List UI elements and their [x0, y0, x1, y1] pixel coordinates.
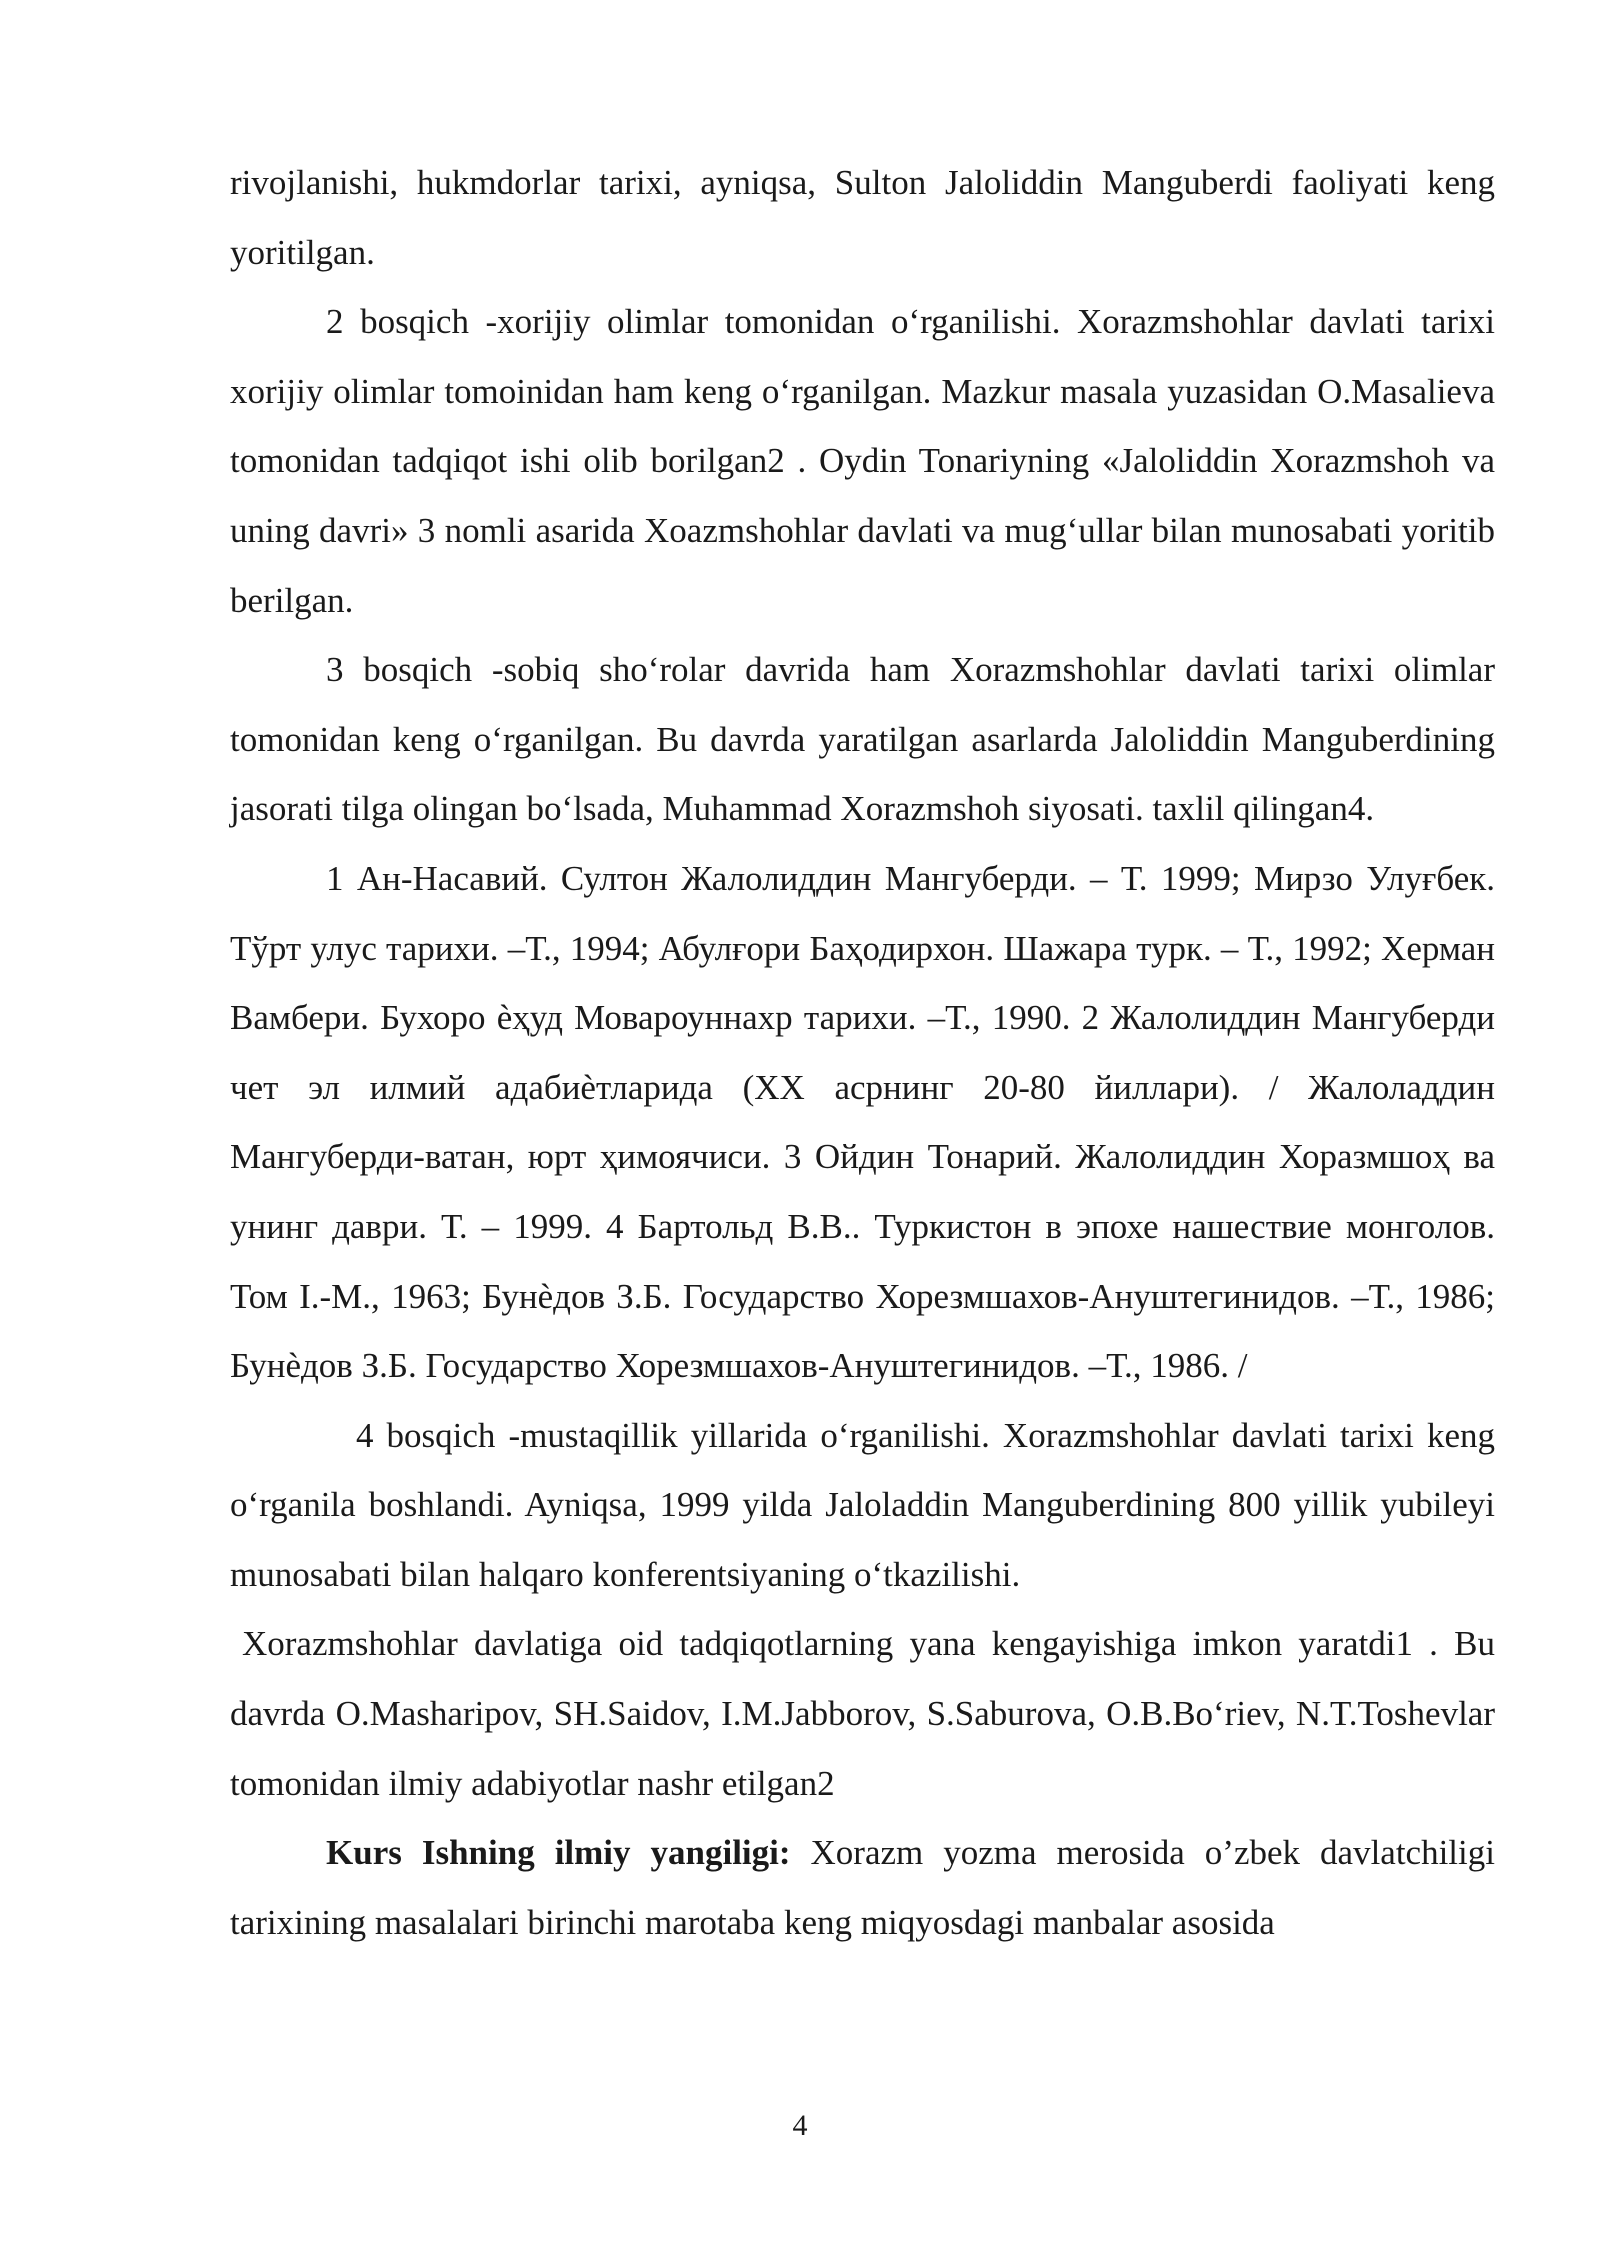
novelty-heading: Kurs Ishning ilmiy yangiligi:: [326, 1833, 791, 1873]
paragraph-footnotes: 1 Ан-Насавий. Султон Жалолиддин Мангуберди. – Т. 1999; Мирзо Улуғбек. Тўрт улус тарихи. –Т., 1994; Абулғори Баҳодирхон. Шажара турк. – Т., 1992; Херман Вамбери. Бухоро ѐҳуд Мовароуннахр тарихи. –Т., 1990. 2 Жалолиддин Мангуберди чет эл илмий адабиѐтларида (XX асрнинг 20-80 йиллари). / Жалоладдин Мангуберди-ватан, юрт ҳимоячиси. 3 Ойдин Тонарий. Жалолиддин Хоразмшоҳ ва унинг даври. Т. – 1999. 4 Бартольд В.В.. Туркистон в эпохе нашествие монголов. Том I.-М., 1963; Бунѐдов З.Б. Государство Хорезмшахов-Ануштегинидов. –Т., 1986; Бунѐдов З.Б. Государство Хорезмшахов-Ануштегинидов. –Т., 1986. /: [230, 858, 1495, 1386]
paragraph-stage-4: 4 bosqich -mustaqillik yillarida o‘rganilishi. Xorazmshohlar davlati tarixi keng o‘rganila boshlandi. Ayniqsa, 1999 yilda Jaloladdin Manguberdining 800 yillik yubileyi munosabati bilan halqaro konferentsiyaning o‘tkazilishi.: [230, 1415, 1495, 1594]
paragraph-continuation: rivojlanishi, hukmdorlar tarixi, ayniqsa, Sulton Jaloliddin Manguberdi faoliyati keng yoritilgan.: [230, 163, 1495, 272]
page-number: 4: [792, 2109, 808, 2142]
paragraph-stage-2: 2 bosqich -xorijiy olimlar tomonidan o‘rganilishi. Xorazmshohlar davlati tarixi xorijiy olimlar tomoinidan ham keng o‘rganilgan. Mazkur masala yuzasidan O.Masalieva tomonidan tadqiqot ishi olib borilgan2 . Oydin Tonariyning «Jaloliddin Xorazmshoh va uning davri» 3 nomli asarida Xoazmshohlar davlati va mug‘ullar bilan munosabati yoritib berilgan.: [230, 302, 1495, 620]
document-page: [230, 148, 1495, 1957]
novelty-text: Xorazm yozma merosida o’zbek davlatchiligi tarixining masalalari birinchi marotaba keng miqyosdagi manbalar asosida: [230, 1833, 1495, 1942]
paragraph-research-expansion: Xorazmshohlar davlatiga oid tadqiqotlarning yana kengayishiga imkon yaratdi1 . Bu davrda O.Masharipov, SH.Saidov, I.M.Jabborov, S.Saburova, O.B.Bo‘riev, N.T.Toshevlar tomonidan ilmiy adabiyotlar nashr etilgan2: [230, 1624, 1495, 1803]
paragraph-stage-3: 3 bosqich -sobiq sho‘rolar davrida ham Xorazmshohlar davlati tarixi olimlar tomonidan keng o‘rganilgan. Bu davrda yaratilgan asarlarda Jaloliddin Manguberdining jasorati tilga olingan bo‘lsada, Muhammad Xorazmshoh siyosati. taxlil qilingan4.: [230, 650, 1495, 829]
paragraph-scientific-novelty: [230, 1818, 1495, 1957]
